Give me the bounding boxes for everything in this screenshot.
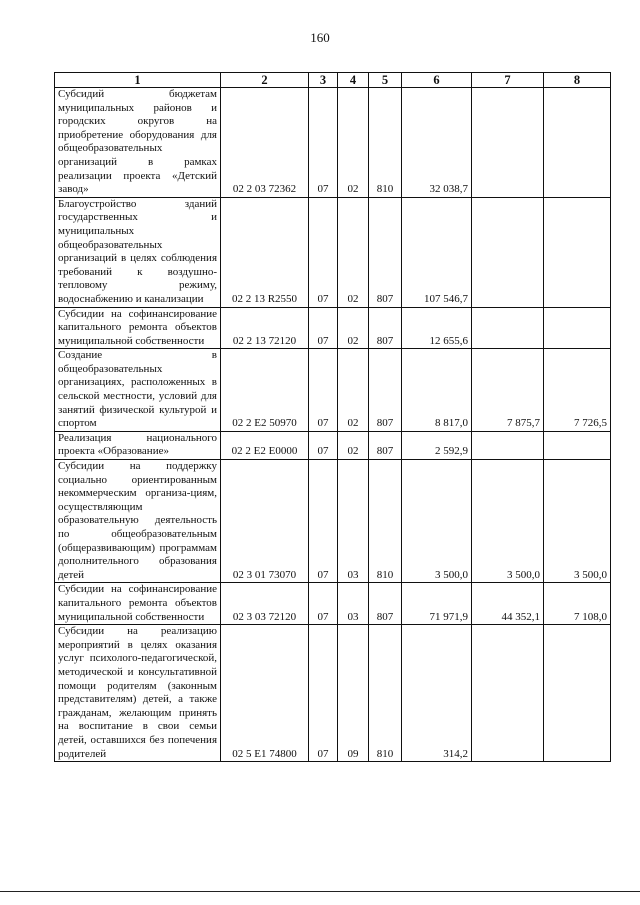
row-subsection: 02	[338, 307, 369, 349]
row-section: 07	[309, 307, 338, 349]
table-row	[55, 307, 611, 349]
page-bottom-rule	[0, 891, 640, 892]
row-section: 07	[309, 431, 338, 459]
table-row	[55, 460, 611, 583]
row-amount-3: 3 500,0	[544, 460, 611, 583]
row-code: 02 5 E1 74800	[221, 625, 309, 762]
table-row	[55, 583, 611, 625]
row-name: Субсидии на реализацию мероприятий в целях оказания услуг психолого-педагогической, методической и консультативной помощи родителям (законным представителям) детей, а также гражданам, желающим принять на воспитание в свои семьи детей, оставшихся без попечения родителей	[55, 625, 221, 762]
row-code: 02 2 E2 E0000	[221, 431, 309, 459]
table-row	[55, 88, 611, 198]
row-amount-1: 32 038,7	[402, 88, 472, 198]
row-subsection: 09	[338, 625, 369, 762]
row-expense-type: 807	[369, 431, 402, 459]
row-name: Субсидии на поддержку социально ориентированным некоммерческим организа-циям, осуществляющим образовательную деятельность по общеобразовательным (общеразвивающим) программам дополнительного образования детей	[55, 460, 221, 583]
row-amount-2	[472, 307, 544, 349]
row-code: 02 3 01 73070	[221, 460, 309, 583]
row-expense-type: 810	[369, 88, 402, 198]
row-name: Субсидий бюджетам муниципальных районов и городских округов на приобретение оборудования для общеобразовательных организаций в рамках реализации проекта «Детский завод»	[55, 88, 221, 198]
row-amount-1: 71 971,9	[402, 583, 472, 625]
row-amount-1: 3 500,0	[402, 460, 472, 583]
row-amount-1: 12 655,6	[402, 307, 472, 349]
row-amount-3	[544, 88, 611, 198]
row-amount-2	[472, 197, 544, 307]
table-row	[55, 625, 611, 762]
row-code: 02 2 13 R2550	[221, 197, 309, 307]
row-expense-type: 810	[369, 460, 402, 583]
row-expense-type: 807	[369, 307, 402, 349]
table-row	[55, 197, 611, 307]
header-col-8: 8	[544, 73, 611, 88]
row-subsection: 03	[338, 460, 369, 583]
header-col-5: 5	[369, 73, 402, 88]
row-expense-type: 810	[369, 625, 402, 762]
row-amount-2: 3 500,0	[472, 460, 544, 583]
budget-table	[54, 72, 611, 762]
table-header-row	[55, 73, 611, 88]
row-section: 07	[309, 625, 338, 762]
header-col-2: 2	[221, 73, 309, 88]
row-code: 02 3 03 72120	[221, 583, 309, 625]
row-amount-1: 107 546,7	[402, 197, 472, 307]
page-number: 160	[310, 30, 330, 45]
row-amount-3: 7 726,5	[544, 349, 611, 432]
row-amount-2	[472, 431, 544, 459]
row-subsection: 02	[338, 349, 369, 432]
row-amount-2: 7 875,7	[472, 349, 544, 432]
row-amount-3	[544, 625, 611, 762]
row-name: Субсидии на софинансирование капитального ремонта объектов муниципальной собственности	[55, 583, 221, 625]
row-amount-3: 7 108,0	[544, 583, 611, 625]
header-col-6: 6	[402, 73, 472, 88]
row-subsection: 02	[338, 197, 369, 307]
row-name: Реализация национального проекта «Образование»	[55, 431, 221, 459]
row-subsection: 02	[338, 88, 369, 198]
row-expense-type: 807	[369, 197, 402, 307]
row-section: 07	[309, 197, 338, 307]
row-name: Создание в общеобразовательных организациях, расположенных в сельской местности, условий для занятий физической культурой и спортом	[55, 349, 221, 432]
row-subsection: 03	[338, 583, 369, 625]
row-section: 07	[309, 88, 338, 198]
row-amount-2	[472, 625, 544, 762]
row-amount-3	[544, 197, 611, 307]
row-expense-type: 807	[369, 583, 402, 625]
header-col-7: 7	[472, 73, 544, 88]
row-amount-3	[544, 307, 611, 349]
table-row	[55, 349, 611, 432]
header-col-4: 4	[338, 73, 369, 88]
row-amount-1: 314,2	[402, 625, 472, 762]
row-code: 02 2 E2 50970	[221, 349, 309, 432]
row-section: 07	[309, 583, 338, 625]
row-name: Благоустройство зданий государственных и муниципальных общеобразовательных организаций в целях соблюдения требований к воздушно-тепловому режиму, водоснабжению и канализации	[55, 197, 221, 307]
row-section: 07	[309, 460, 338, 583]
header-col-1: 1	[55, 73, 221, 88]
table-row	[55, 431, 611, 459]
row-amount-1: 2 592,9	[402, 431, 472, 459]
row-amount-3	[544, 431, 611, 459]
row-code: 02 2 03 72362	[221, 88, 309, 198]
row-amount-2	[472, 88, 544, 198]
row-expense-type: 807	[369, 349, 402, 432]
header-col-3: 3	[309, 73, 338, 88]
row-code: 02 2 13 72120	[221, 307, 309, 349]
row-section: 07	[309, 349, 338, 432]
row-subsection: 02	[338, 431, 369, 459]
row-amount-1: 8 817,0	[402, 349, 472, 432]
row-amount-2: 44 352,1	[472, 583, 544, 625]
row-name: Субсидии на софинансирование капитального ремонта объектов муниципальной собственности	[55, 307, 221, 349]
